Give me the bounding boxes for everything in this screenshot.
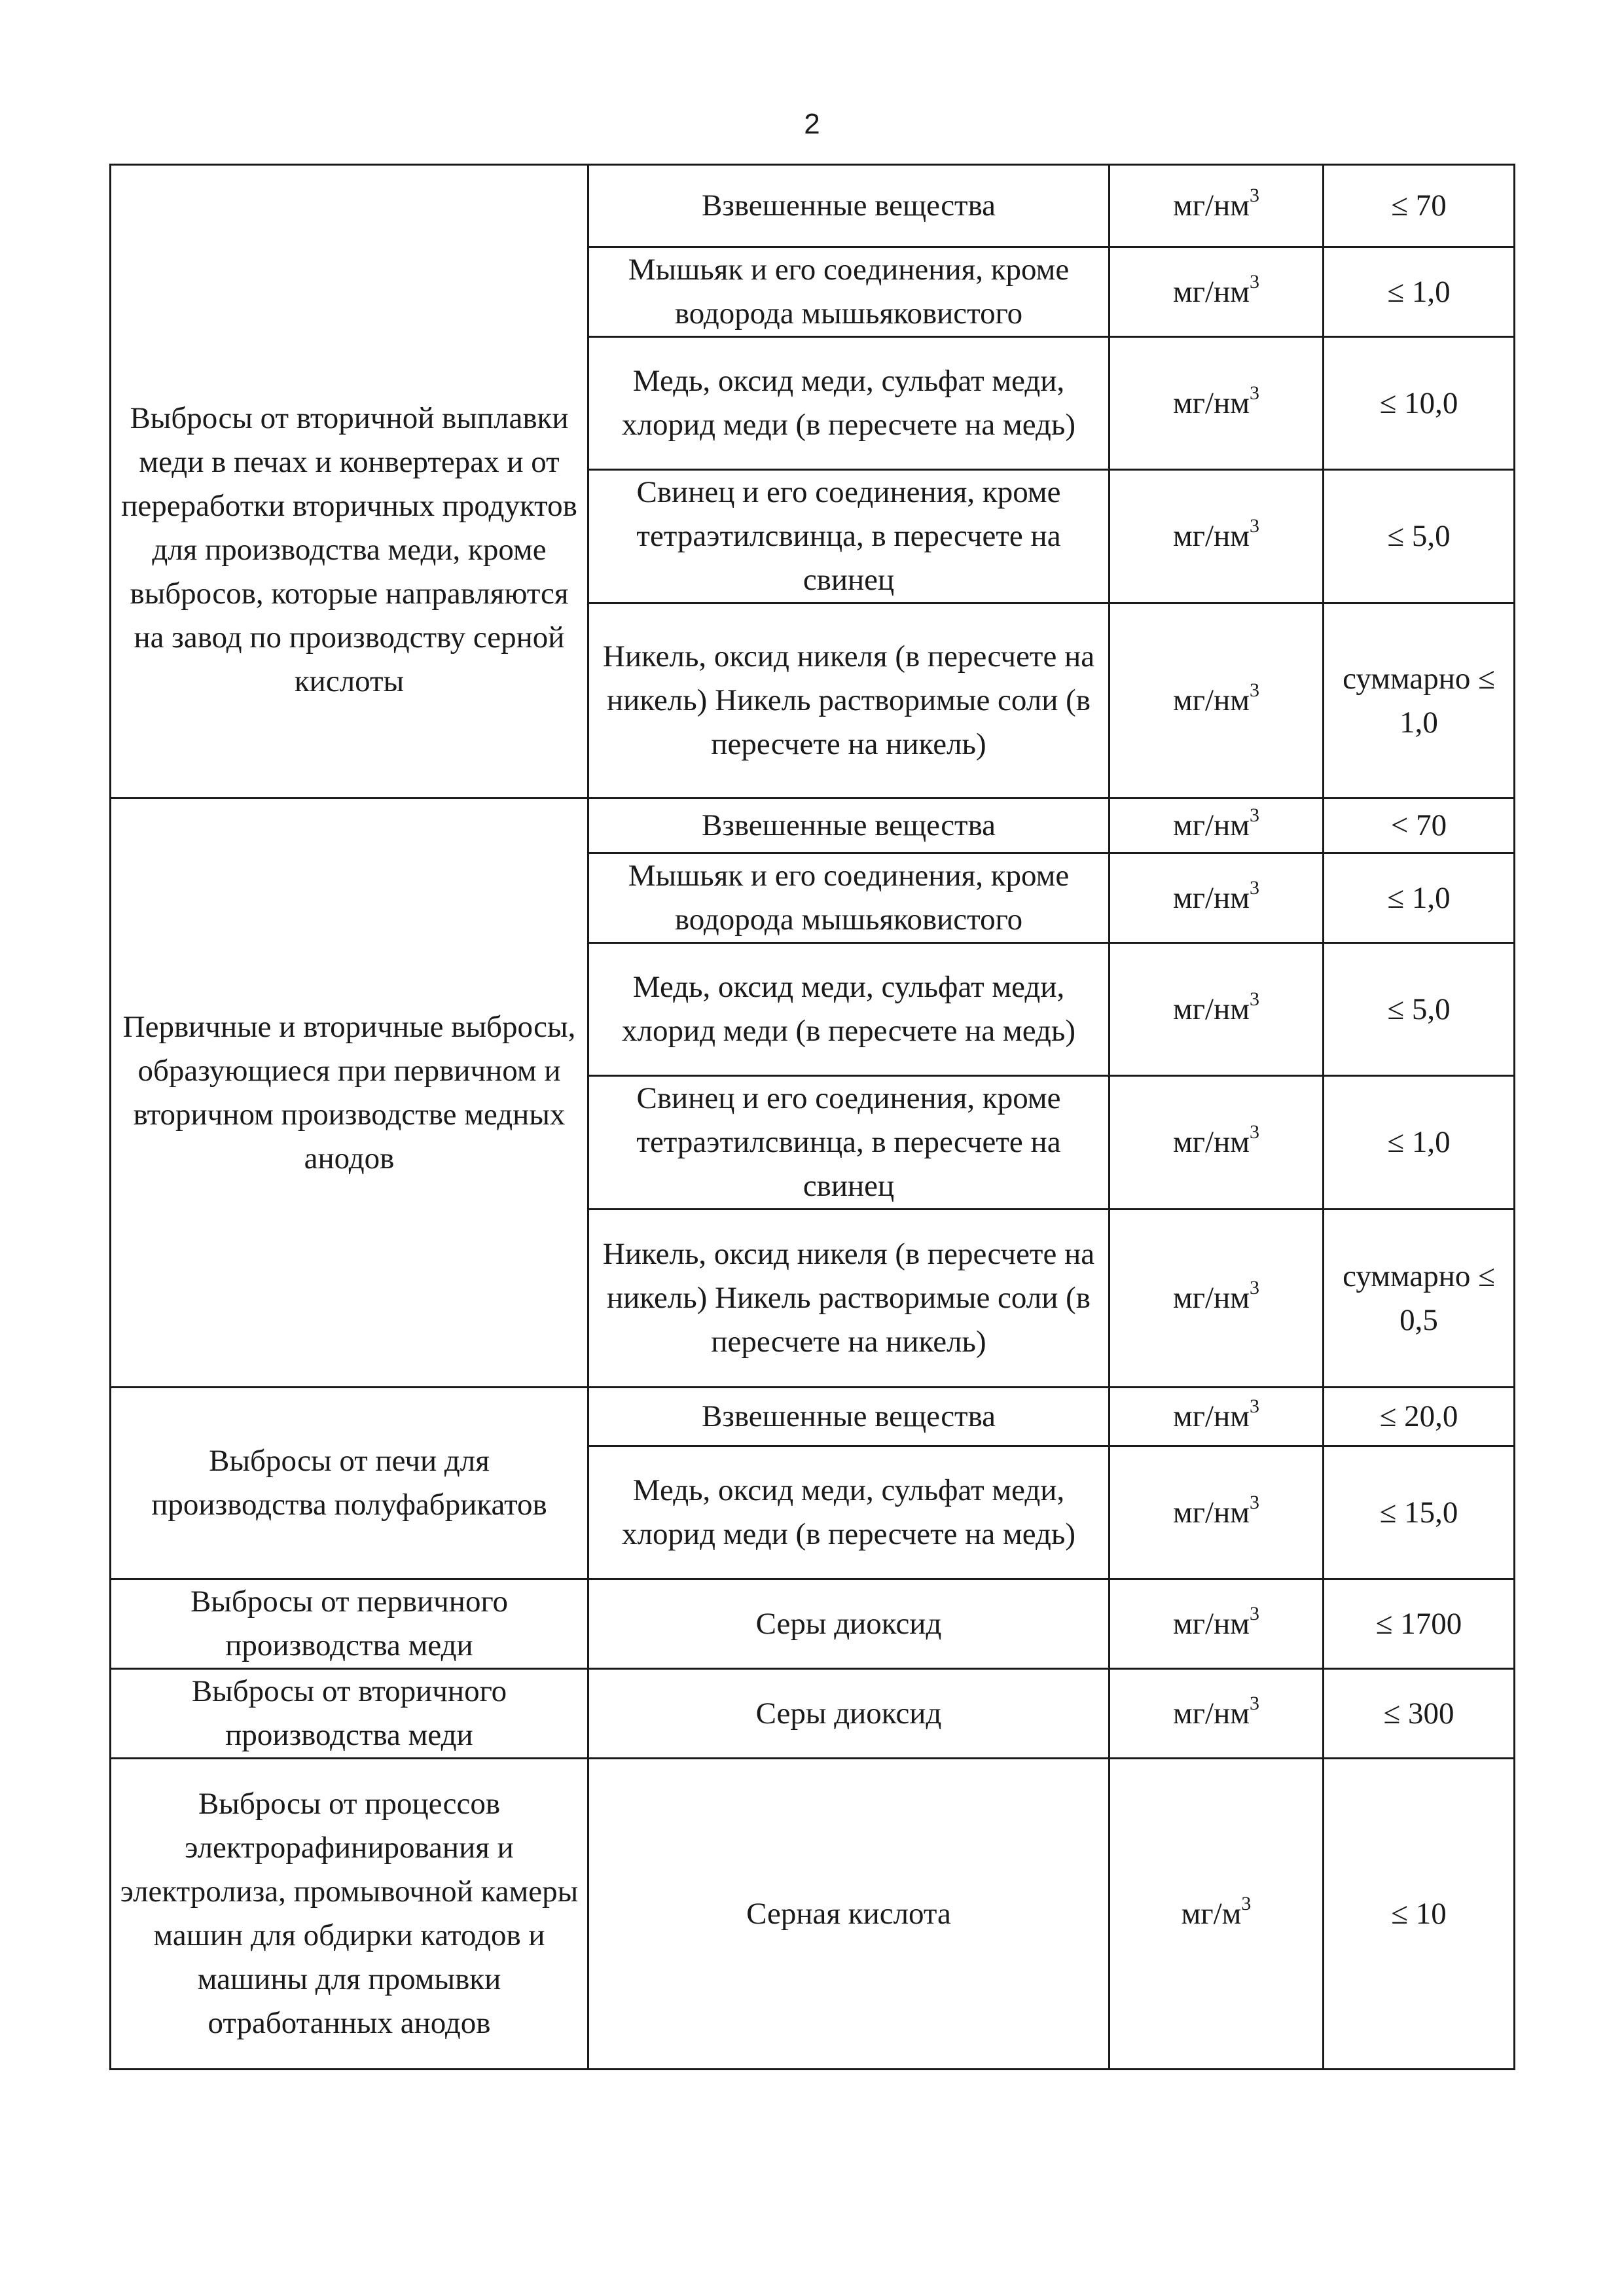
table-row bbox=[111, 798, 1515, 853]
unit-cell: $мг/м^3$ bbox=[1110, 1759, 1324, 2070]
unit-cell: $мг/нм^3$ bbox=[1110, 1076, 1324, 1210]
limit-cell: ≤ 5,0 bbox=[1324, 943, 1515, 1076]
unit-cell: $мг/нм^3$ bbox=[1110, 1669, 1324, 1759]
table-row bbox=[111, 1388, 1515, 1446]
limit-cell: ≤ 10 bbox=[1324, 1759, 1515, 2070]
emission-source-cell: Выбросы от печи для производства полуфабрикатов bbox=[111, 1388, 588, 1579]
emission-source-cell: Выбросы от процессов электрорафинирования и электролиза, промывочной камеры машин для обдирки катодов и машины для промывки отработанных анодов bbox=[111, 1759, 588, 2070]
substance-cell: Взвешенные вещества bbox=[588, 1388, 1110, 1446]
substance-cell: Мышьяк и его соединения, кроме водорода мышьяковистого bbox=[588, 247, 1110, 337]
substance-cell: Свинец и его соединения, кроме тетраэтилсвинца, в пересчете на свинец bbox=[588, 1076, 1110, 1210]
table-row bbox=[111, 165, 1515, 247]
unit-cell: $мг/нм^3$ bbox=[1110, 337, 1324, 470]
substance-cell: Серы диоксид bbox=[588, 1579, 1110, 1669]
table-row bbox=[111, 1669, 1515, 1759]
limit-cell: ≤ 15,0 bbox=[1324, 1446, 1515, 1579]
emission-source-cell: Выбросы от вторичного производства меди bbox=[111, 1669, 588, 1759]
unit-cell: $мг/нм^3$ bbox=[1110, 798, 1324, 853]
unit-cell: $мг/нм^3$ bbox=[1110, 603, 1324, 798]
unit-cell: $мг/нм^3$ bbox=[1110, 853, 1324, 943]
substance-cell: Взвешенные вещества bbox=[588, 798, 1110, 853]
emission-limits-table bbox=[109, 164, 1515, 2070]
emission-source-cell: Выбросы от первичного производства меди bbox=[111, 1579, 588, 1669]
unit-cell: $мг/нм^3$ bbox=[1110, 1210, 1324, 1388]
substance-cell: Мышьяк и его соединения, кроме водорода мышьяковистого bbox=[588, 853, 1110, 943]
substance-cell: Никель, оксид никеля (в пересчете на никель) Никель растворимые соли (в пересчете на никель) bbox=[588, 603, 1110, 798]
substance-cell: Медь, оксид меди, сульфат меди, хлорид меди (в пересчете на медь) bbox=[588, 943, 1110, 1076]
limit-cell: ≤ 1,0 bbox=[1324, 853, 1515, 943]
substance-cell: Взвешенные вещества bbox=[588, 165, 1110, 247]
limit-cell: ≤ 20,0 bbox=[1324, 1388, 1515, 1446]
table-row bbox=[111, 1579, 1515, 1669]
emission-source-cell: Первичные и вторичные выбросы, образующиеся при первичном и вторичном производстве медных анодов bbox=[111, 798, 588, 1388]
limit-cell: ≤ 1,0 bbox=[1324, 247, 1515, 337]
substance-cell: Серы диоксид bbox=[588, 1669, 1110, 1759]
substance-cell: Медь, оксид меди, сульфат меди, хлорид меди (в пересчете на медь) bbox=[588, 1446, 1110, 1579]
unit-cell: $мг/нм^3$ bbox=[1110, 165, 1324, 247]
unit-cell: $мг/нм^3$ bbox=[1110, 943, 1324, 1076]
page-number: 2 bbox=[804, 108, 820, 140]
limit-cell: ≤ 10,0 bbox=[1324, 337, 1515, 470]
limit-cell: ≤ 1700 bbox=[1324, 1579, 1515, 1669]
substance-cell: Никель, оксид никеля (в пересчете на никель) Никель растворимые соли (в пересчете на никель) bbox=[588, 1210, 1110, 1388]
limit-cell: ≤ 70 bbox=[1324, 165, 1515, 247]
unit-cell: $мг/нм^3$ bbox=[1110, 1446, 1324, 1579]
limit-cell: ≤ 5,0 bbox=[1324, 470, 1515, 603]
limit-cell: ≤ 300 bbox=[1324, 1669, 1515, 1759]
table-row bbox=[111, 1759, 1515, 2070]
substance-cell: Серная кислота bbox=[588, 1759, 1110, 2070]
unit-cell: $мг/нм^3$ bbox=[1110, 1579, 1324, 1669]
limit-cell: < 70 bbox=[1324, 798, 1515, 853]
unit-cell: $мг/нм^3$ bbox=[1110, 1388, 1324, 1446]
substance-cell: Свинец и его соединения, кроме тетраэтилсвинца, в пересчете на свинец bbox=[588, 470, 1110, 603]
limit-cell: суммарно ≤ 1,0 bbox=[1324, 603, 1515, 798]
substance-cell: Медь, оксид меди, сульфат меди, хлорид меди (в пересчете на медь) bbox=[588, 337, 1110, 470]
emission-source-cell: Выбросы от вторичной выплавки меди в печах и конвертерах и от переработки вторичных продуктов для производства меди, кроме выбросов, которые направляются на завод по производству серной кислоты bbox=[111, 165, 588, 798]
unit-cell: $мг/нм^3$ bbox=[1110, 470, 1324, 603]
limit-cell: суммарно ≤ 0,5 bbox=[1324, 1210, 1515, 1388]
unit-cell: $мг/нм^3$ bbox=[1110, 247, 1324, 337]
limit-cell: ≤ 1,0 bbox=[1324, 1076, 1515, 1210]
